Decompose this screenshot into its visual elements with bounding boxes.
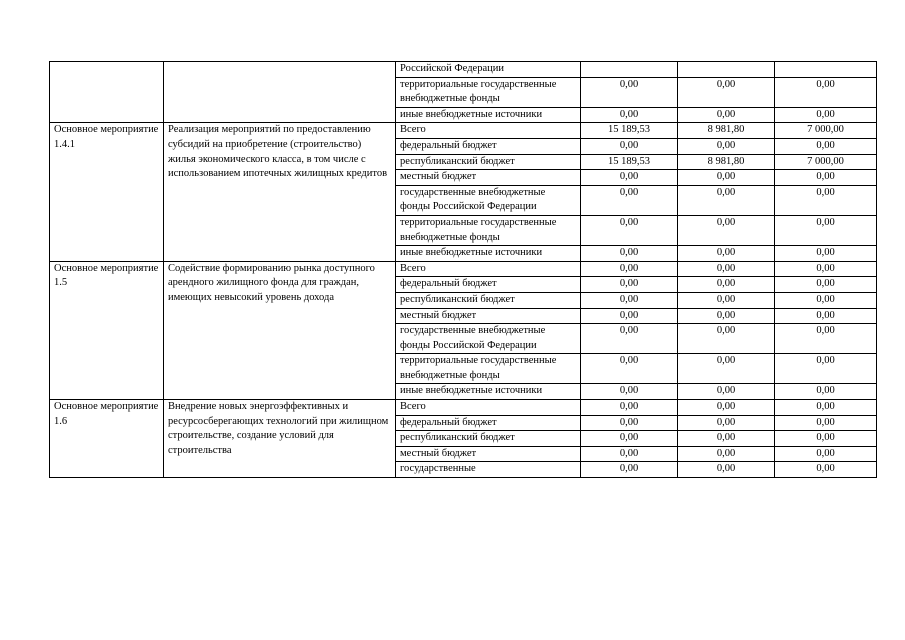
amount-year-2-cell: 0,00: [678, 462, 775, 478]
funding-source-cell: федеральный бюджет: [396, 277, 581, 293]
amount-year-3-cell: 0,00: [775, 138, 877, 154]
funding-source-cell: территориальные государственные внебюджетные фонды: [396, 354, 581, 384]
activity-code-cell: Основное мероприятие 1.5: [50, 261, 164, 399]
amount-year-1-cell: 15 189,53: [581, 123, 678, 139]
amount-year-1-cell: 0,00: [581, 215, 678, 245]
amount-year-3-cell: 7 000,00: [775, 123, 877, 139]
amount-year-2-cell: 0,00: [678, 292, 775, 308]
amount-year-3-cell: 0,00: [775, 277, 877, 293]
funding-source-cell: территориальные государственные внебюджетные фонды: [396, 77, 581, 107]
amount-year-2-cell: 0,00: [678, 107, 775, 123]
amount-year-3-cell: 0,00: [775, 400, 877, 416]
amount-year-2-cell: 8 981,80: [678, 154, 775, 170]
funding-source-cell: государственные внебюджетные фонды Российской Федерации: [396, 185, 581, 215]
amount-year-2-cell: 0,00: [678, 246, 775, 262]
activity-name-cell: Реализация мероприятий по предоставлению субсидий на приобретение (строительство) жилья экономического класса, в том числе с использованием ипотечных жилищных кредитов: [164, 123, 396, 261]
funding-source-cell: федеральный бюджет: [396, 138, 581, 154]
amount-year-1-cell: 0,00: [581, 431, 678, 447]
funding-source-cell: республиканский бюджет: [396, 292, 581, 308]
amount-year-3-cell: 0,00: [775, 185, 877, 215]
funding-source-cell: местный бюджет: [396, 170, 581, 186]
amount-year-2-cell: 0,00: [678, 384, 775, 400]
amount-year-1-cell: 15 189,53: [581, 154, 678, 170]
amount-year-3-cell: 0,00: [775, 308, 877, 324]
amount-year-2-cell: 8 981,80: [678, 123, 775, 139]
amount-year-1-cell: 0,00: [581, 185, 678, 215]
amount-year-2-cell: 0,00: [678, 77, 775, 107]
amount-year-2-cell: 0,00: [678, 138, 775, 154]
amount-year-2-cell: 0,00: [678, 277, 775, 293]
amount-year-2-cell: 0,00: [678, 415, 775, 431]
funding-source-cell: иные внебюджетные источники: [396, 107, 581, 123]
amount-year-1-cell: 0,00: [581, 277, 678, 293]
amount-year-3-cell: 0,00: [775, 292, 877, 308]
table-row: [50, 62, 877, 78]
amount-year-3-cell: 0,00: [775, 462, 877, 478]
amount-year-2-cell: 0,00: [678, 324, 775, 354]
amount-year-3-cell: [775, 62, 877, 78]
funding-source-cell: Всего: [396, 123, 581, 139]
amount-year-3-cell: 0,00: [775, 446, 877, 462]
amount-year-3-cell: 0,00: [775, 431, 877, 447]
amount-year-2-cell: 0,00: [678, 261, 775, 277]
amount-year-2-cell: 0,00: [678, 400, 775, 416]
amount-year-1-cell: 0,00: [581, 261, 678, 277]
activity-name-cell: Содействие формированию рынка доступного арендного жилищного фонда для граждан, имеющих невысокий уровень дохода: [164, 261, 396, 399]
activity-code-cell: Основное мероприятие 1.4.1: [50, 123, 164, 261]
amount-year-1-cell: 0,00: [581, 400, 678, 416]
funding-source-cell: республиканский бюджет: [396, 431, 581, 447]
amount-year-3-cell: 0,00: [775, 261, 877, 277]
amount-year-2-cell: 0,00: [678, 215, 775, 245]
amount-year-1-cell: 0,00: [581, 138, 678, 154]
funding-source-cell: местный бюджет: [396, 308, 581, 324]
activity-code-cell: Основное мероприятие 1.6: [50, 400, 164, 478]
amount-year-3-cell: 0,00: [775, 354, 877, 384]
amount-year-3-cell: 0,00: [775, 170, 877, 186]
amount-year-2-cell: 0,00: [678, 170, 775, 186]
funding-source-cell: государственные: [396, 462, 581, 478]
activity-name-cell: Внедрение новых энергоэффективных и ресурсосберегающих технологий при жилищном строительстве, создание условий для строительства: [164, 400, 396, 478]
funding-source-cell: территориальные государственные внебюджетные фонды: [396, 215, 581, 245]
amount-year-2-cell: 0,00: [678, 431, 775, 447]
amount-year-1-cell: 0,00: [581, 170, 678, 186]
table-row: [50, 123, 877, 139]
amount-year-1-cell: 0,00: [581, 446, 678, 462]
funding-source-cell: федеральный бюджет: [396, 415, 581, 431]
amount-year-2-cell: 0,00: [678, 185, 775, 215]
budget-table-body: [50, 62, 877, 478]
funding-source-cell: иные внебюджетные источники: [396, 384, 581, 400]
amount-year-2-cell: [678, 62, 775, 78]
amount-year-1-cell: 0,00: [581, 462, 678, 478]
budget-table: [49, 61, 877, 478]
amount-year-3-cell: 0,00: [775, 324, 877, 354]
activity-code-cell: [50, 62, 164, 123]
amount-year-1-cell: 0,00: [581, 292, 678, 308]
amount-year-1-cell: 0,00: [581, 107, 678, 123]
amount-year-1-cell: 0,00: [581, 77, 678, 107]
funding-source-cell: Всего: [396, 261, 581, 277]
funding-source-cell: государственные внебюджетные фонды Российской Федерации: [396, 324, 581, 354]
amount-year-1-cell: 0,00: [581, 246, 678, 262]
amount-year-3-cell: 0,00: [775, 107, 877, 123]
activity-name-cell: [164, 62, 396, 123]
funding-source-cell: Российской Федерации: [396, 62, 581, 78]
amount-year-2-cell: 0,00: [678, 354, 775, 384]
funding-source-cell: местный бюджет: [396, 446, 581, 462]
amount-year-3-cell: 0,00: [775, 384, 877, 400]
amount-year-2-cell: 0,00: [678, 308, 775, 324]
amount-year-2-cell: 0,00: [678, 446, 775, 462]
funding-source-cell: Всего: [396, 400, 581, 416]
amount-year-3-cell: 7 000,00: [775, 154, 877, 170]
funding-source-cell: иные внебюджетные источники: [396, 246, 581, 262]
amount-year-1-cell: 0,00: [581, 308, 678, 324]
amount-year-1-cell: 0,00: [581, 384, 678, 400]
amount-year-1-cell: 0,00: [581, 354, 678, 384]
amount-year-3-cell: 0,00: [775, 77, 877, 107]
amount-year-3-cell: 0,00: [775, 415, 877, 431]
funding-source-cell: республиканский бюджет: [396, 154, 581, 170]
amount-year-1-cell: 0,00: [581, 324, 678, 354]
table-row: [50, 400, 877, 416]
amount-year-1-cell: 0,00: [581, 415, 678, 431]
amount-year-1-cell: [581, 62, 678, 78]
amount-year-3-cell: 0,00: [775, 215, 877, 245]
table-row: [50, 261, 877, 277]
amount-year-3-cell: 0,00: [775, 246, 877, 262]
